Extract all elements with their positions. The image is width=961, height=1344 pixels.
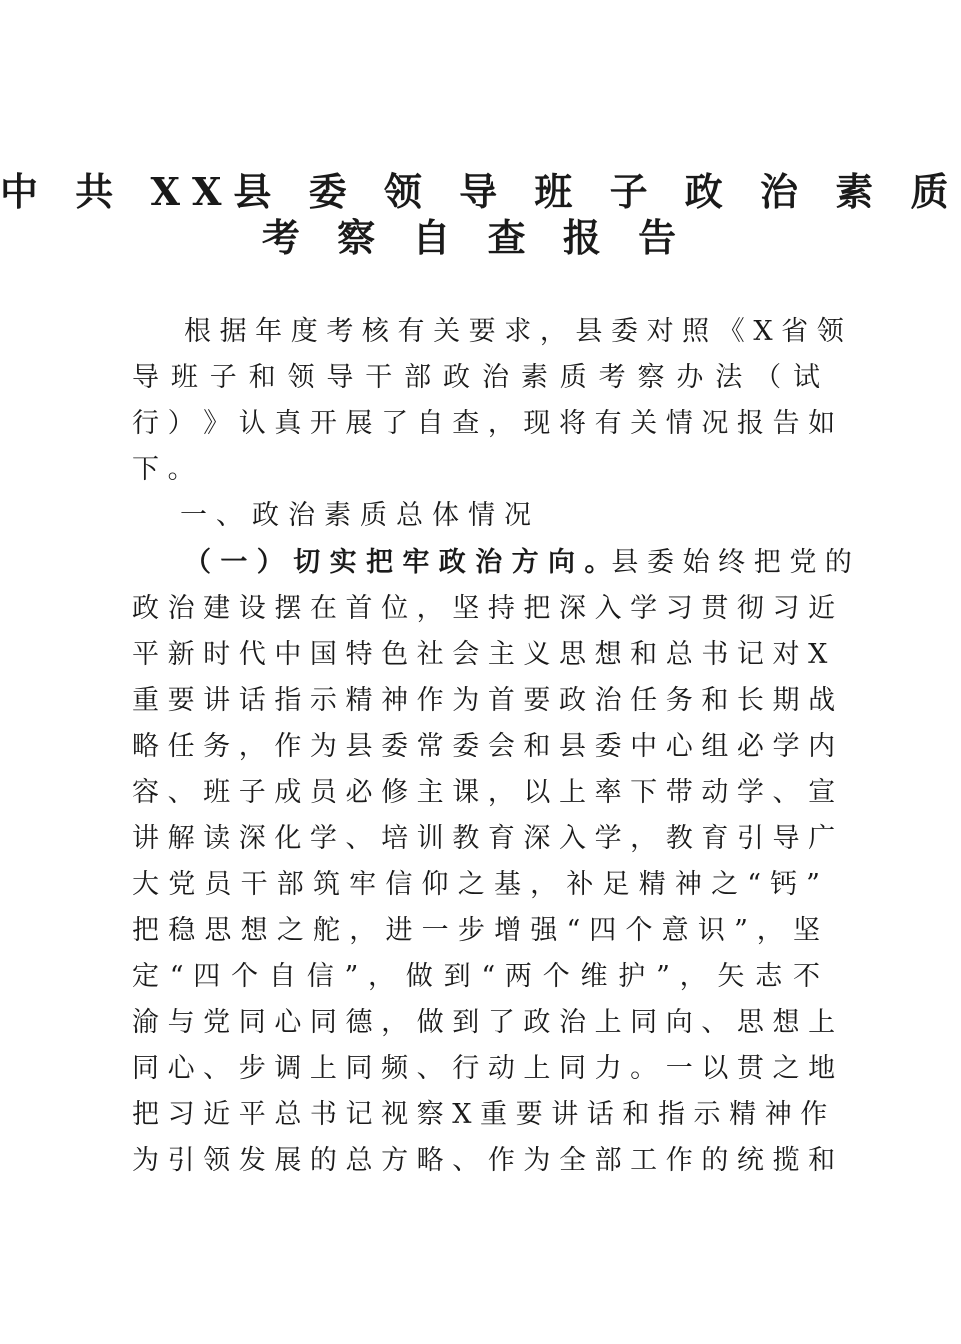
- body-line-6: 讲 解 读 深 化 学 、 培 训 教 育 深 入 学 ， 教 育 引 导 广: [132, 823, 836, 854]
- intro-line-1: 根 据 年 度 考 核 有 关 要 求 ， 县 委 对 照 《 X 省 领: [184, 316, 844, 347]
- body-line-11: 同 心 、 步 调 上 同 频 、 行 动 上 同 力 。 一 以 贯 之 地: [132, 1053, 836, 1084]
- document-title-line-1: 中 共 XX县 委 领 导 班 子 政 治 素 质: [0, 169, 961, 214]
- intro-line-3: 行 ） 》 认 真 开 展 了 自 查 ， 现 将 有 关 情 况 报 告 如: [132, 408, 836, 439]
- body-line-2: 平 新 时 代 中 国 特 色 社 会 主 义 思 想 和 总 书 记 对 X: [132, 639, 828, 670]
- body-line-5: 容 、 班 子 成 员 必 修 主 课 ， 以 上 率 下 带 动 学 、 宣: [132, 777, 836, 808]
- intro-line-4: 下 。: [132, 454, 195, 485]
- subsection-lead-bold: （ 一 ） 切 实 把 牢 政 治 方 向 。: [184, 547, 612, 578]
- subsection-first-line: [184, 540, 852, 586]
- intro-line-2: 导 班 子 和 领 导 干 部 政 治 素 质 考 察 办 法 （ 试: [132, 362, 820, 393]
- body-line-4: 略 任 务 ， 作 为 县 委 常 委 会 和 县 委 中 心 组 必 学 内: [132, 731, 836, 762]
- body-line-13: 为 引 领 发 展 的 总 方 略 、 作 为 全 部 工 作 的 统 揽 和: [132, 1145, 836, 1176]
- body-line-3: 重 要 讲 话 指 示 精 神 作 为 首 要 政 治 任 务 和 长 期 战: [132, 685, 836, 716]
- body-line-8: 把 稳 思 想 之 舵 ， 进 一 步 增 强 “ 四 个 意 识 ” ， 坚: [132, 915, 820, 946]
- body-line-1: 政 治 建 设 摆 在 首 位 ， 坚 持 把 深 入 学 习 贯 彻 习 近: [132, 593, 836, 624]
- document-title-line-2: 考 察 自 查 报 告: [261, 215, 689, 260]
- section-heading: 一、政治素质总体情况: [180, 500, 540, 531]
- body-line-7: 大 党 员 干 部 筑 牢 信 仰 之 基 ， 补 足 精 神 之 “ 钙 ”: [132, 869, 820, 900]
- body-line-12: 把 习 近 平 总 书 记 视 察 X 重 要 讲 话 和 指 示 精 神 作: [132, 1099, 828, 1130]
- subsection-first-line-rest: 县 委 始 终 把 党 的: [611, 547, 852, 578]
- body-line-9: 定 “ 四 个 自 信 ” ， 做 到 “ 两 个 维 护 ” ， 矢 志 不: [132, 961, 820, 992]
- body-line-10: 渝 与 党 同 心 同 德 ， 做 到 了 政 治 上 同 向 、 思 想 上: [132, 1007, 836, 1038]
